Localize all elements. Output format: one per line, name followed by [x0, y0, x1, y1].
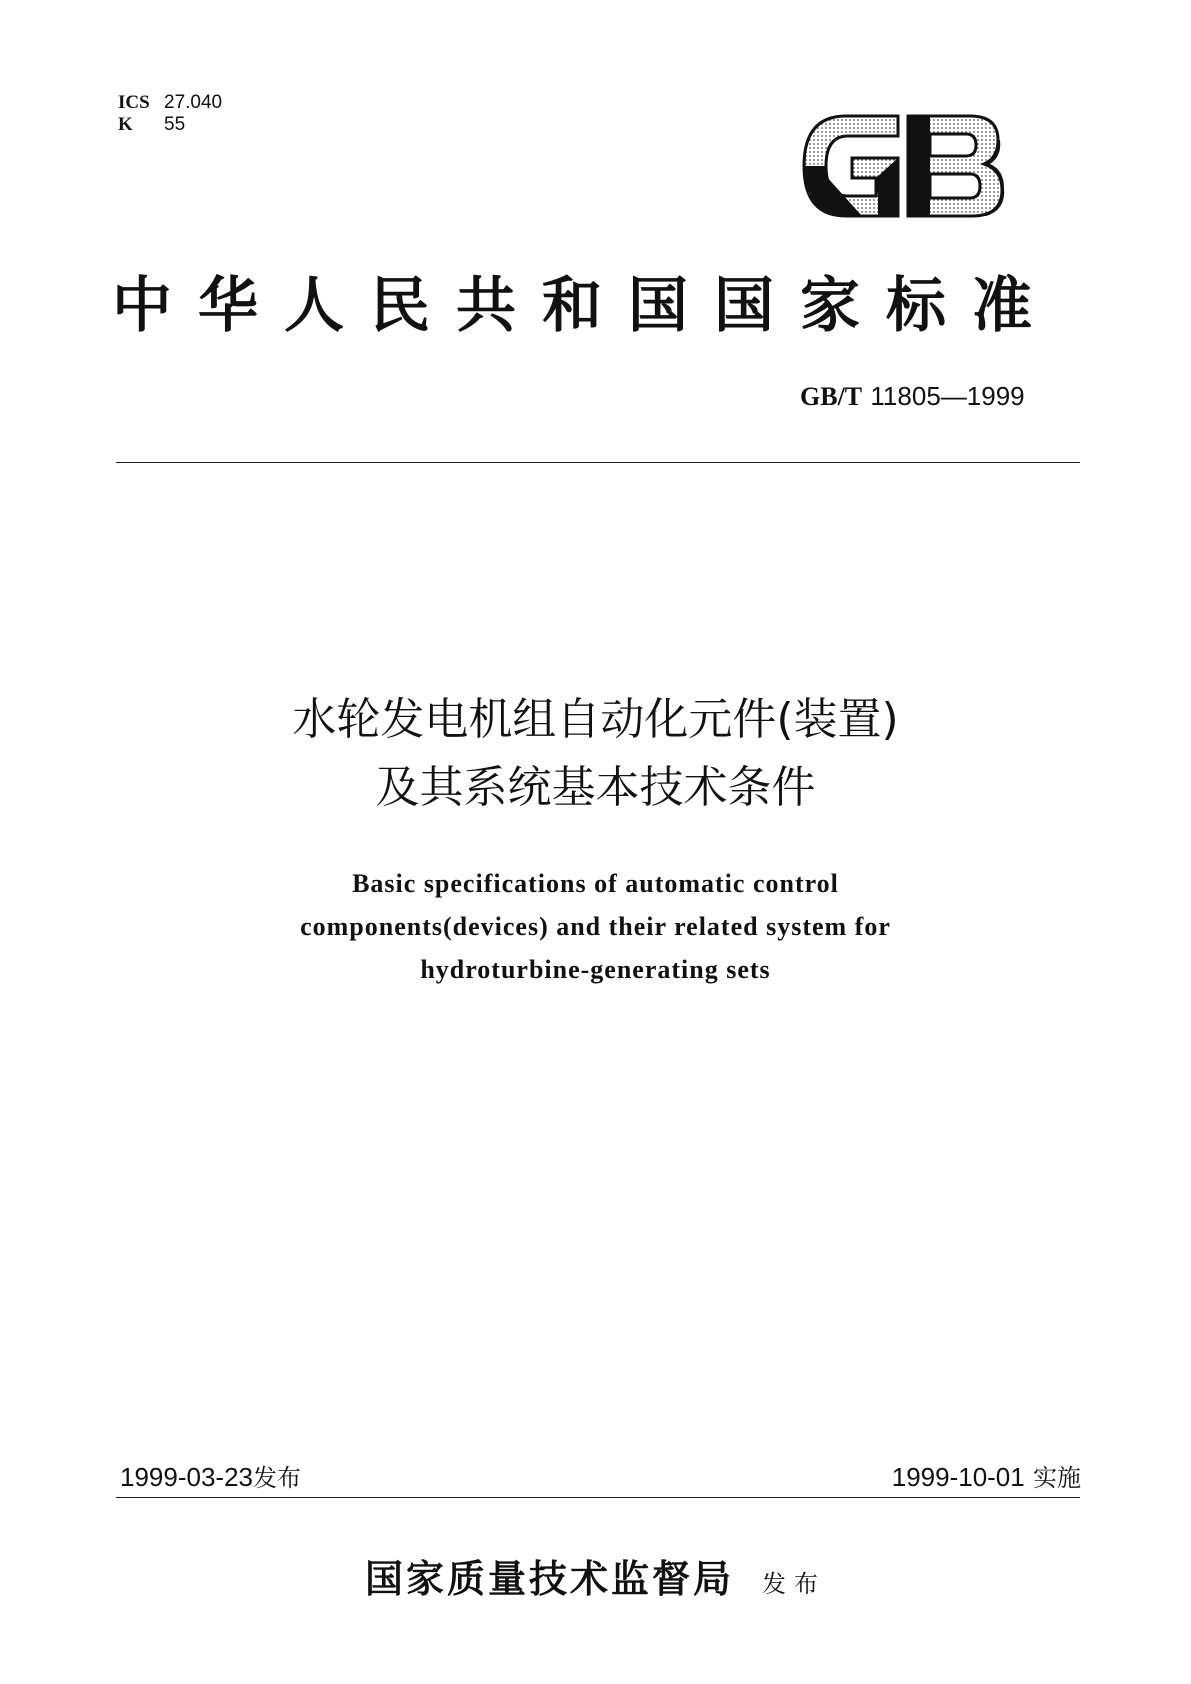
publisher-name: 国家质量技术监督局 [364, 1556, 734, 1601]
gb-logo-icon [800, 110, 1006, 222]
publisher [0, 1548, 1191, 1603]
ccs-value: 55 [164, 114, 186, 135]
implementation-date [892, 1458, 1081, 1493]
ics-label: ICS [118, 92, 150, 113]
publisher-action: 发布 [762, 1570, 826, 1598]
standard-code: 11805—1999 [870, 381, 1025, 411]
issue-date-word: 发布 [253, 1464, 301, 1492]
implementation-date-word: 实施 [1033, 1464, 1081, 1492]
standard-prefix: GB/T [800, 382, 863, 411]
english-title [0, 862, 1191, 991]
chinese-title-line-1: 水轮发电机组自动化元件(装置) [292, 694, 899, 745]
standard-number [800, 381, 1025, 412]
issue-date [120, 1458, 301, 1493]
chinese-title [0, 686, 1191, 822]
footer-divider [116, 1497, 1080, 1498]
ccs-row [118, 114, 222, 136]
ics-row [118, 92, 222, 114]
chinese-title-line-2: 及其系统基本技术条件 [375, 762, 816, 813]
ccs-label: K [118, 114, 133, 135]
header-divider [116, 462, 1080, 463]
english-title-line-3: hydroturbine-generating sets [420, 955, 771, 984]
ics-value: 27.040 [164, 92, 223, 113]
english-title-line-1: Basic specifications of automatic control [352, 869, 839, 898]
issue-date-value: 1999-03-23 [120, 1462, 253, 1492]
classification-codes [118, 92, 222, 136]
implementation-date-value: 1999-10-01 [891, 1462, 1025, 1492]
national-standard-title: 中华人民共和国国家标准 [112, 271, 1058, 341]
english-title-line-2: components(devices) and their related system for [300, 912, 891, 941]
